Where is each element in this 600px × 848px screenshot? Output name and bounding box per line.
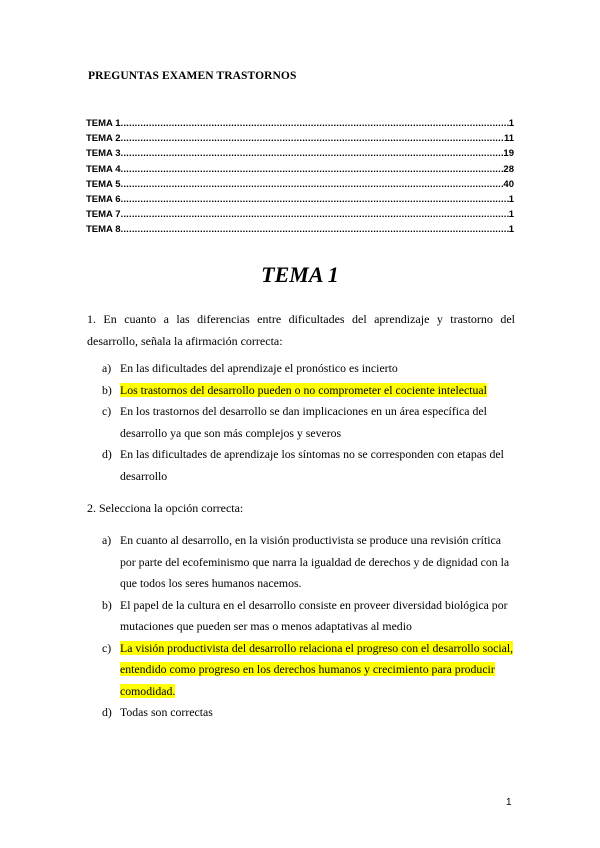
toc-entry[interactable] <box>86 146 514 161</box>
toc-entry-label: TEMA 5 <box>86 178 121 190</box>
toc-leader-dots <box>120 177 503 192</box>
toc-entry-label: TEMA 8 <box>86 224 121 236</box>
option-a <box>102 358 514 380</box>
toc-entry-label: TEMA 7 <box>86 209 121 221</box>
toc-entry-page: 19 <box>503 148 514 160</box>
option-c <box>102 401 514 444</box>
section-heading: TEMA 1 <box>261 262 339 287</box>
highlighted-answer: Los trastornos del desarrollo pueden o no comprometer el cociente intelectual <box>120 382 487 397</box>
toc-leader-dots <box>120 207 508 222</box>
option-b <box>102 595 514 638</box>
option-c <box>102 638 514 703</box>
option-letter: c) <box>102 404 112 418</box>
document-title: PREGUNTAS EXAMEN TRASTORNOS <box>88 70 297 82</box>
option-letter: b) <box>102 597 112 612</box>
toc-leader-dots <box>120 192 508 207</box>
toc-entry[interactable] <box>86 131 514 146</box>
toc-entry-page: 40 <box>503 178 514 190</box>
toc-leader-dots <box>120 222 508 237</box>
option-text <box>120 702 514 724</box>
toc-entry-page: 1 <box>508 224 514 236</box>
toc-entry-page: 28 <box>503 163 514 175</box>
toc-entry[interactable] <box>86 177 514 192</box>
option-text-content: En los trastornos del desarrollo se dan implicaciones en un área específica del desarrollo ya que son más complejos y severos <box>120 404 487 440</box>
option-letter: d) <box>102 447 112 461</box>
toc-entry[interactable] <box>86 116 514 131</box>
option-text <box>120 530 514 595</box>
option-text <box>120 358 514 380</box>
toc-leader-dots <box>120 162 503 177</box>
toc-entry[interactable] <box>86 222 514 237</box>
option-text-content: En cuanto al desarrollo, en la visión productivista se produce una revisión crítica por parte del ecofeminismo que narra la igualdad de derechos y de dignidad con la que todos los seres humanos nacemos. <box>120 533 510 590</box>
option-text-content: Todas son correctas <box>120 705 213 719</box>
question-2 <box>87 497 515 519</box>
toc-entry-label: TEMA 4 <box>86 163 121 175</box>
option-letter: b) <box>102 382 112 397</box>
option-text <box>120 380 514 402</box>
toc-entry[interactable] <box>86 162 514 177</box>
option-b <box>102 380 514 402</box>
table-of-contents <box>86 116 514 238</box>
option-d <box>102 444 514 487</box>
option-letter: c) <box>102 640 112 655</box>
toc-entry-label: TEMA 1 <box>86 118 121 129</box>
option-text-content: En las dificultades de aprendizaje los síntomas no se corresponden con etapas del desarrollo <box>120 447 504 483</box>
option-text <box>120 595 514 638</box>
toc-entry-label: TEMA 3 <box>86 148 121 160</box>
question-2-options <box>102 530 514 724</box>
option-d <box>102 702 514 724</box>
toc-entry[interactable] <box>86 192 514 207</box>
toc-entry-page: 1 <box>508 193 514 205</box>
toc-leader-dots <box>120 146 503 161</box>
option-letter: d) <box>102 705 112 719</box>
question-text: 1. En cuanto a las diferencias entre dificultades del aprendizaje y trastorno del desarrollo, señala la afirmación correcta: <box>87 312 515 348</box>
question-1-options <box>102 358 514 487</box>
option-letter: a) <box>102 361 112 375</box>
option-letter: a) <box>102 533 112 547</box>
question-1 <box>87 308 515 352</box>
toc-entry-label: TEMA 2 <box>86 133 121 145</box>
toc-entry[interactable] <box>86 207 514 222</box>
option-text-content: En las dificultades del aprendizaje el pronóstico es incierto <box>120 361 398 375</box>
option-text-content: El papel de la cultura en el desarrollo consiste en proveer diversidad biológica por mutaciones que pueden ser mas o menos adaptativas al medio <box>120 597 508 633</box>
toc-entry-page: 11 <box>503 133 514 145</box>
toc-entry-page: 1 <box>508 209 514 221</box>
page-number: 1 <box>506 797 512 808</box>
toc-leader-dots <box>120 131 503 146</box>
question-text: 2. Selecciona la opción correcta: <box>87 501 244 515</box>
option-text <box>120 401 514 444</box>
toc-entry-page: 1 <box>508 118 514 129</box>
option-text <box>120 444 514 487</box>
toc-entry-label: TEMA 6 <box>86 193 121 205</box>
toc-leader-dots <box>120 116 508 131</box>
option-text <box>120 638 514 703</box>
option-a <box>102 530 514 595</box>
highlighted-answer: La visión productivista del desarrollo relaciona el progreso con el desarrollo social, entendido como progreso en los derechos humanos y crecimiento para producir comodidad. <box>120 640 514 698</box>
